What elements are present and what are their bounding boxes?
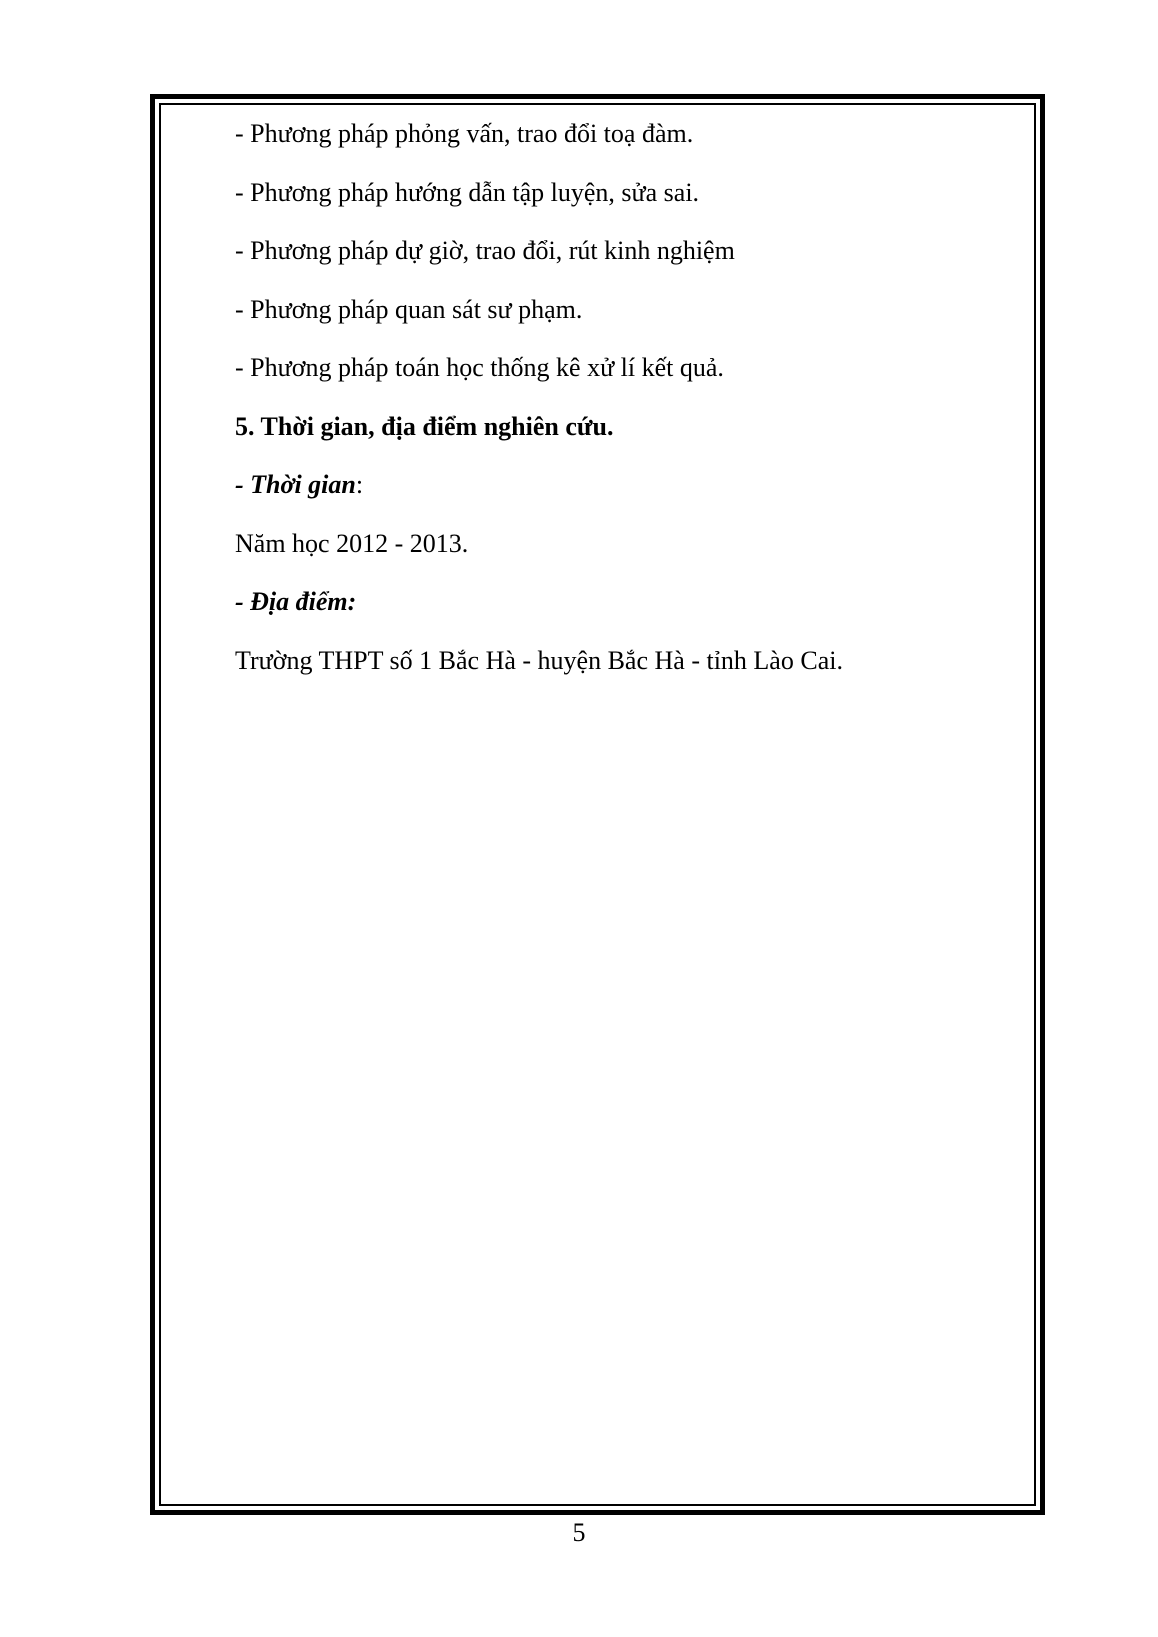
time-label: - Thời gian	[235, 470, 356, 499]
method-statistics: - Phương pháp toán học thống kê xử lí kết quả.	[235, 353, 724, 382]
page-number: 5	[572, 1518, 586, 1547]
method-training-guidance: - Phương pháp hướng dẫn tập luyện, sửa sai.	[235, 177, 700, 207]
method-class-observation: - Phương pháp dự giờ, trao đổi, rút kinh nghiệm	[235, 236, 735, 265]
place-label: - Địa điểm:	[235, 587, 357, 616]
time-label-line	[235, 456, 1015, 515]
place-value: Trường THPT số 1 Bắc Hà - huyện Bắc Hà - tỉnh Lào Cai.	[235, 645, 843, 675]
method-interview: - Phương pháp phỏng vấn, trao đổi toạ đàm.	[235, 119, 694, 148]
time-colon: :	[355, 470, 364, 499]
section-heading: 5. Thời gian, địa điểm nghiên cứu.	[235, 411, 614, 441]
page-content	[235, 105, 1015, 690]
method-pedagogical-observation: - Phương pháp quan sát sư phạm.	[235, 294, 583, 324]
time-value: Năm học 2012 - 2013.	[235, 528, 469, 558]
